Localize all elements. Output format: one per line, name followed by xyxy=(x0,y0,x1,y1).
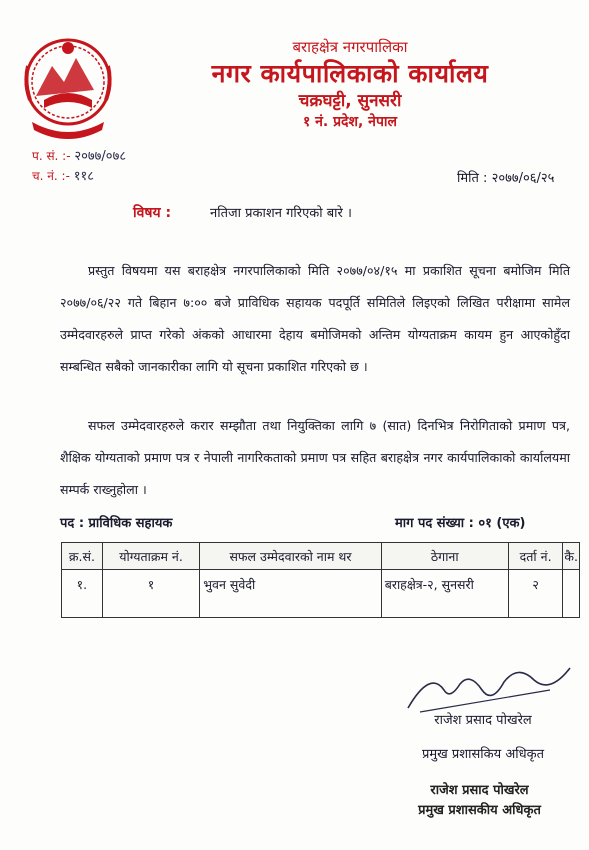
date xyxy=(457,168,554,186)
col-address: ठेगाना xyxy=(381,543,508,570)
office-name: नगर कार्यपालिकाको कार्यालय xyxy=(211,59,489,88)
cn-number xyxy=(32,166,94,184)
table-header-row xyxy=(62,543,580,570)
date-value: २०७७/०६/२५ xyxy=(491,171,555,186)
ps-label: प. सं. :- xyxy=(32,149,71,163)
subject-label: विषय : xyxy=(133,205,172,221)
post-label: पद : प्राविधिक सहायक xyxy=(60,516,173,531)
date-label: मिति : xyxy=(457,171,488,186)
signatory-name: राजेश प्रसाद पोखरेल xyxy=(434,713,532,728)
cn-label: च. नं. :- xyxy=(32,169,70,183)
cell-address: बराहक्षेत्र-२, सुनसरी xyxy=(381,570,508,618)
results-table xyxy=(61,542,580,618)
demand-label: माग पद संख्या : ०१ (एक) xyxy=(395,516,526,531)
cell-reg: २ xyxy=(508,570,563,618)
office-address: चक्रघट्टी, सुनसरी xyxy=(298,91,402,111)
col-sn: क्र.सं. xyxy=(62,543,103,570)
province-line: १ नं. प्रदेश, नेपाल xyxy=(302,114,398,130)
stamp-title: प्रमुख प्रशासकीय अधिकृत xyxy=(418,803,541,818)
cell-merit: १ xyxy=(102,570,199,618)
paragraph-text: सफल उम्मेदवारहरुले करार सम्झौता तथा नियुक्तिका लागि ७ (सात) दिनभित्र निरोगिताको प्रमाण पत्र, शैक्षिक योग्यताको प्रमाण पत्र र नेपाली नागरिकताको प्रमाण पत्र सहित बराहक्षेत्र नगर कार्यपालिकाको कार्यालयमा सम्पर्क राख्नुहोला । xyxy=(60,418,570,497)
subject-text: नतिजा प्रकाशन गरिएको बारे । xyxy=(210,206,352,221)
col-reg: दर्ता नं. xyxy=(508,543,563,570)
nepal-government-emblem-icon xyxy=(22,26,114,146)
cell-remarks xyxy=(563,570,580,618)
table-row xyxy=(62,570,580,618)
col-remarks: कै. xyxy=(563,543,580,570)
body-paragraph-2 xyxy=(60,410,570,506)
ps-value: २०७७/०७८ xyxy=(74,149,127,164)
body-paragraph-1 xyxy=(60,255,570,383)
col-merit: योग्यताक्रम नं. xyxy=(102,543,199,570)
cell-name: भुवन सुवेदी xyxy=(200,570,381,618)
stamp-name: राजेश प्रसाद पोखरेल xyxy=(430,783,529,798)
paragraph-text: प्रस्तुत विषयमा यस बराहक्षेत्र नगरपालिकाको मिति २०७७/०४/१५ मा प्रकाशित सूचना बमोजिम मिति २०७७/०६/२२ गते बिहान ७:०० बजे प्राविधिक सहायक पदपूर्ति समितिले लिइएको लिखित परीक्षामा सामेल उम्मेदवारहरुले प्राप्त गरेको अंकको आधारमा देहाय बमोजिमको अन्तिम योग्यताक्रम कायम हुन आएकोहुँदा सम्बन्धित सबैको जानकारीका लागि यो सूचना प्रकाशित गरिएको छ । xyxy=(60,263,570,374)
ps-number xyxy=(32,146,126,164)
cell-sn: १. xyxy=(62,570,103,618)
municipality-name: बराहक्षेत्र नगरपालिका xyxy=(292,38,408,56)
cn-value: ११८ xyxy=(73,169,95,184)
col-name: सफल उम्मेदवारको नाम थर xyxy=(200,543,381,570)
signatory-title: प्रमुख प्रशासकिय अधिकृत xyxy=(421,747,545,762)
